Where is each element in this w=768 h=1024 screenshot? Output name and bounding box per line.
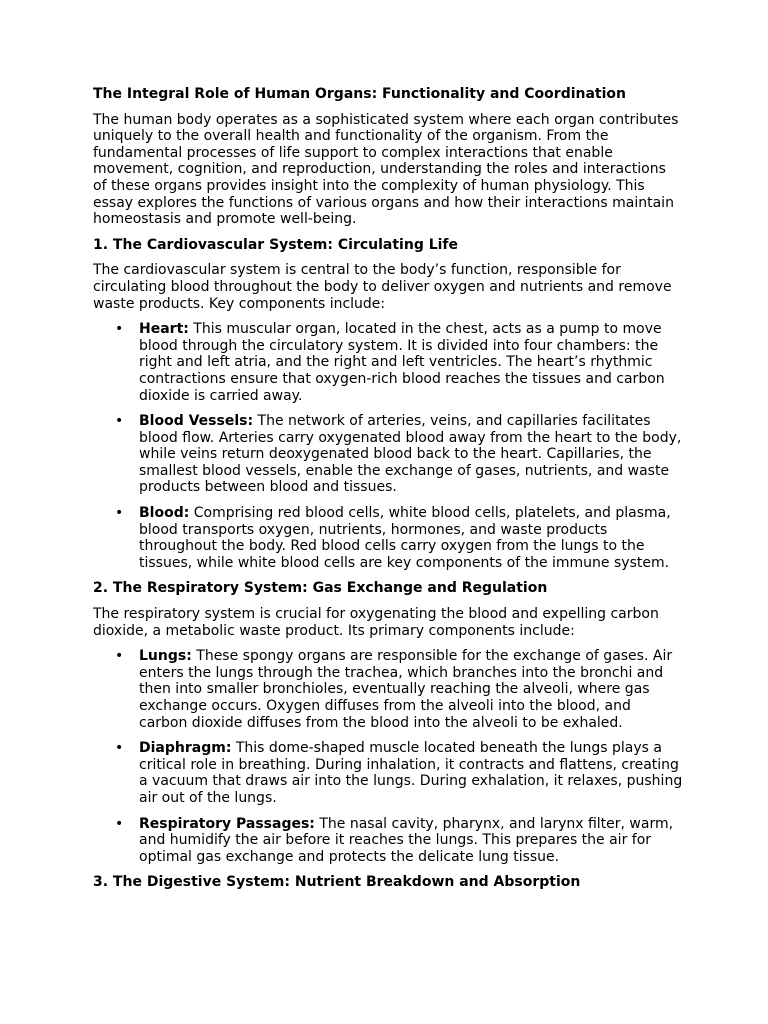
- list-item: [93, 648, 683, 731]
- section-body-respiratory: The respiratory system is crucial for oxygenating the blood and expelling carbon dioxide, a metabolic waste product. Its primary components include:: [93, 606, 659, 639]
- cardiovascular-list: [93, 321, 683, 571]
- bullet-icon: •: [115, 740, 124, 757]
- section-body-cardiovascular: The cardiovascular system is central to the body’s function, responsible for circulating blood throughout the body to deliver oxygen and nutrients and remove waste products. Key components include:: [93, 262, 672, 312]
- intro-paragraph: The human body operates as a sophisticated system where each organ contributes uniquely to the overall health and functionality of the organism. From the fundamental processes of life support to complex interactions that enable movement, cognition, and reproduction, understanding the roles and interactions of these organs provides insight into the complexity of human physiology. This essay explores the functions of various organs and how their interactions maintain homeostasis and promote well-being.: [93, 111, 679, 228]
- document-page: [93, 86, 683, 900]
- list-item-text: This dome-shaped muscle located beneath the lungs plays a critical role in breathing. During inhalation, it contracts and flattens, creating a vacuum that draws air into the lungs. During exhalation, it relaxes, pushing air out of the lungs.: [139, 740, 683, 806]
- list-item: [93, 413, 683, 496]
- list-item-text: The nasal cavity, pharynx, and larynx filter, warm, and humidify the air before it reaches the lungs. This prepares the air for optimal gas exchange and protects the delicate lung tissue.: [139, 815, 674, 865]
- list-item-term: Respiratory Passages:: [139, 815, 315, 832]
- list-item-term: Blood:: [139, 505, 190, 522]
- document-title: The Integral Role of Human Organs: Functionality and Coordination: [93, 86, 626, 102]
- list-item: [93, 321, 683, 404]
- section-heading-respiratory: 2. The Respiratory System: Gas Exchange and Regulation: [93, 580, 548, 597]
- list-item-text: Comprising red blood cells, white blood cells, platelets, and plasma, blood transports oxygen, nutrients, hormones, and waste products throughout the body. Red blood cells carry oxygen from the lungs to the tissues, while white blood cells are key components of the immune system.: [139, 505, 671, 571]
- list-item-text: These spongy organs are responsible for the exchange of gases. Air enters the lungs through the trachea, which branches into the bronchi and then into smaller bronchioles, eventually reaching the alveoli, where gas exchange occurs. Oxygen diffuses from the alveoli into the blood, and carbon dioxide diffuses from the blood into the alveoli to be exhaled.: [139, 648, 673, 731]
- bullet-icon: •: [115, 648, 124, 665]
- list-item: [93, 505, 683, 571]
- bullet-icon: •: [115, 505, 124, 522]
- respiratory-list: [93, 648, 683, 865]
- section-heading-cardiovascular: 1. The Cardiovascular System: Circulating Life: [93, 236, 459, 253]
- list-item-text: The network of arteries, veins, and capillaries facilitates blood flow. Arteries carry oxygenated blood away from the heart to the body, while veins return deoxygenated blood back to the heart. Capillaries, the smallest blood vessels, enable the exchange of gases, nutrients, and waste products between blood and tissues.: [139, 413, 682, 496]
- list-item: [93, 740, 683, 806]
- list-item: [93, 816, 683, 866]
- bullet-icon: •: [115, 321, 124, 338]
- list-item-term: Diaphragm:: [139, 740, 232, 757]
- section-heading-digestive: 3. The Digestive System: Nutrient Breakdown and Absorption: [93, 874, 581, 891]
- list-item-text: This muscular organ, located in the chest, acts as a pump to move blood through the circulatory system. It is divided into four chambers: the right and left atria, and the right and left ventricles. The heart’s rhythmic contractions ensure that oxygen-rich blood reaches the tissues and carbon dioxide is carried away.: [139, 321, 665, 404]
- bullet-icon: •: [115, 815, 124, 832]
- list-item-term: Lungs:: [139, 648, 192, 665]
- list-item-term: Blood Vessels:: [139, 413, 254, 430]
- list-item-term: Heart:: [139, 321, 189, 338]
- bullet-icon: •: [115, 413, 124, 430]
